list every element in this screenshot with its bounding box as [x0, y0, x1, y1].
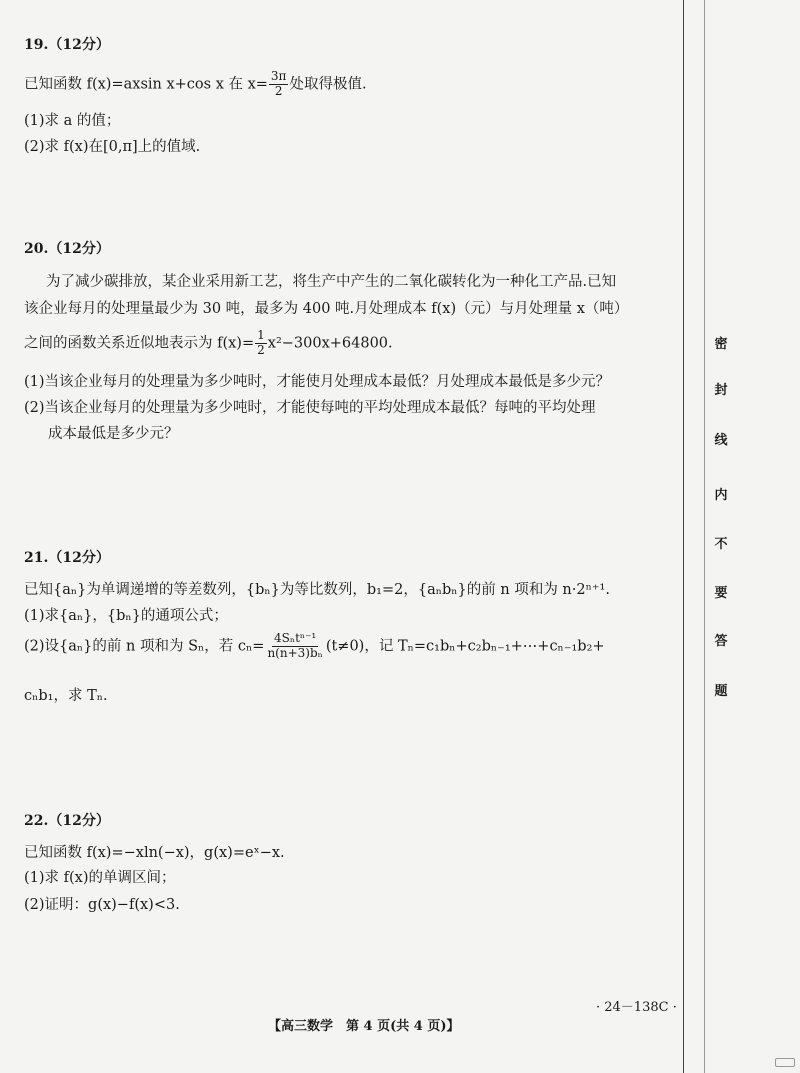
question-22-title: 22.（12分）: [24, 813, 110, 829]
question-20-part-2-cont: 成本最低是多少元？: [48, 426, 179, 442]
question-21-stem: 已知{aₙ}为单调递增的等差数列，{bₙ}为等比数列，b₁=2，{aₙbₙ}的前 n 项和为 n·2ⁿ⁺¹.: [24, 582, 610, 598]
question-19-part-1: (1)求 a 的值；: [24, 113, 121, 129]
seal-char: 密: [714, 337, 728, 352]
seal-char: 线: [714, 433, 728, 448]
question-22-part-2: (2)证明：g(x)−f(x)<3.: [24, 897, 180, 913]
seal-char: 不: [714, 537, 728, 552]
fraction: $\frac{\text{4Sₙtⁿ⁻¹}}{\text{n(n+3)bₙ}}$: [267, 631, 323, 660]
question-20-line-2: 该企业每月的处理量最少为 30 吨，最多为 400 吨.月处理成本 f(x)（元）与月处理量 x（吨）: [24, 301, 629, 317]
margin-rule-inner: [704, 0, 705, 1073]
question-20-line-1: 为了减少碳排放，某企业采用新工艺，将生产中产生的二氧化碳转化为一种化工产品.已知: [46, 274, 617, 290]
question-19-part-2: (2)求 f(x)在[0,π]上的值域.: [24, 139, 201, 155]
question-20-line-3: 之间的函数关系近似地表示为 f(x)= $\frac{1}{2}$ x²−300x+64800.: [24, 328, 393, 357]
question-19-stem: 已知函数 f(x)=axsin x+cos x 在 x= $\frac{3\pi}{2}$ 处取得极值.: [24, 69, 367, 98]
question-20-part-1: (1)当该企业每月的处理量为多少吨时，才能使月处理成本最低？月处理成本最低是多少元？: [24, 374, 611, 390]
question-21-part-2: (2)设{aₙ}的前 n 项和为 Sₙ，若 cₙ= $\frac{\text{4Sₙtⁿ⁻¹}}{\text{n(n+3)bₙ}}$ (t≠0)，记 Tₙ=c₁bₙ+c₂bₙ₋₁+⋯+cₙ₋₁b₂+: [24, 631, 605, 660]
fraction: $\frac{1}{2}$: [257, 328, 265, 357]
scanner-watermark-icon: [775, 1058, 795, 1067]
question-21-part-1: (1)求{aₙ}，{bₙ}的通项公式；: [24, 608, 228, 624]
seal-char: 答: [714, 634, 728, 649]
fraction: $\frac{3\pi}{2}$: [270, 69, 287, 98]
question-20-title: 20.（12分）: [24, 241, 110, 257]
seal-char: 内: [714, 488, 728, 503]
seal-char: 要: [714, 586, 728, 601]
question-21-part-2-cont: cₙb₁，求 Tₙ.: [24, 688, 108, 704]
seal-char: 封: [714, 383, 728, 398]
page-footer: 【高三数学 第 4 页(共 4 页)】: [268, 1019, 460, 1034]
question-20-part-2: (2)当该企业每月的处理量为多少吨时，才能使每吨的平均处理成本最低？每吨的平均处理: [24, 400, 596, 416]
seal-char: 题: [714, 684, 728, 699]
paper-code: · 24－138C ·: [596, 1000, 677, 1015]
question-21-title: 21.（12分）: [24, 550, 110, 566]
question-19-title: 19.（12分）: [24, 37, 110, 53]
margin-rule-outer: [683, 0, 684, 1073]
question-22-part-1: (1)求 f(x)的单调区间；: [24, 870, 176, 886]
question-22-stem: 已知函数 f(x)=−xln(−x)，g(x)=eˣ−x.: [24, 845, 285, 861]
